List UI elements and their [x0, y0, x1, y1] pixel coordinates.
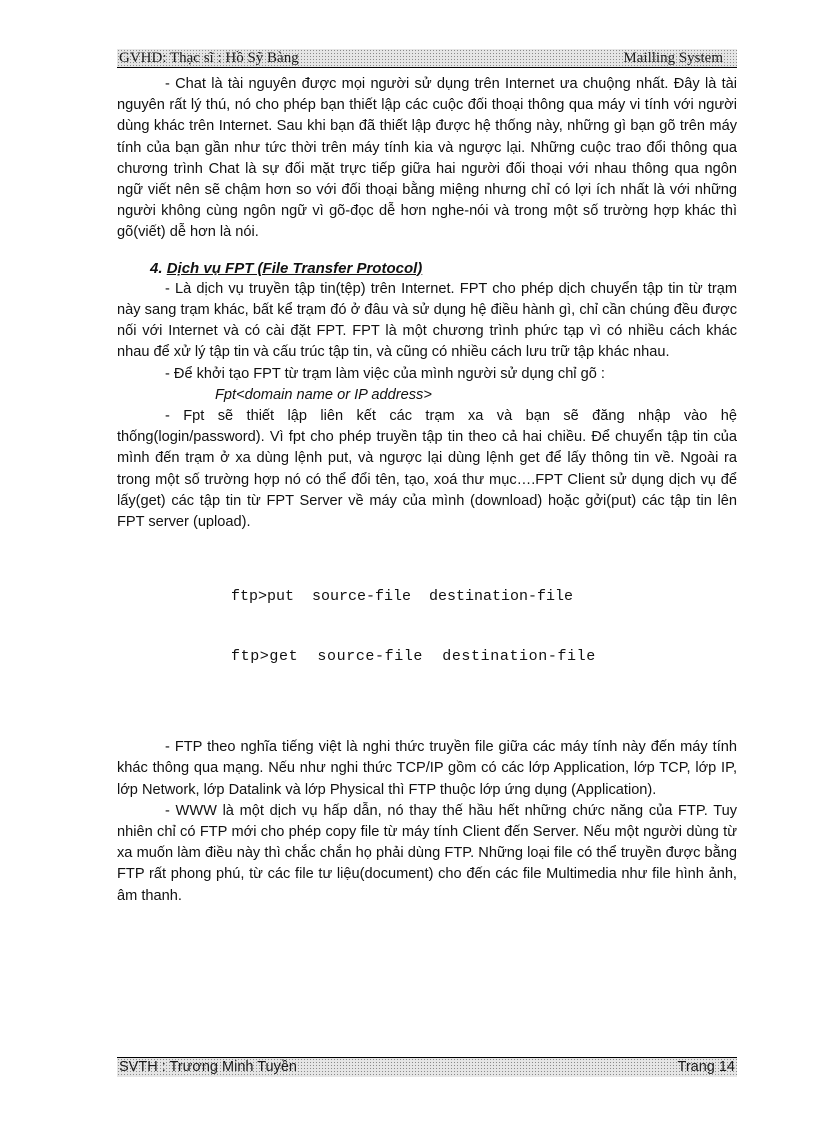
paragraph-www: - WWW là một dịch vụ hấp dẫn, nó thay thế hầu hết những chức năng của FTP. Tuy nhiên chỉ có FTP mới cho phép copy file từ máy tính Client đến Server. Nếu một người dùng từ xa muốn làm điều này thì chắc chắn họ phải dùng FTP. Những loại file có thể truyền được bằng FTP rất phong phú, từ các file tư liệu(document) cho đến các file Multimedia như file hình ảnh, âm thanh.	[117, 802, 737, 904]
code-block	[117, 547, 737, 707]
page-header	[117, 49, 737, 68]
paragraph-ftp-meaning: - FTP theo nghĩa tiếng việt là nghi thức truyền file giữa các máy tính này đến máy tính khác thông qua mạng. Nếu như nghi thức TCP/IP gồm có các lớp Application, lớp TCP, lớp IP, lớp Network, lớp Datalink và lớp Physical thì FTP thuộc lớp ứng dụng (Application).	[117, 739, 737, 798]
footer-page-number: Trang 14	[677, 1059, 735, 1075]
footer-student: SVTH : Trương Minh Tuyền	[119, 1059, 297, 1075]
page-body	[117, 74, 737, 907]
header-instructor: GVHD: Thạc sĩ : Hồ Sỹ Bàng	[119, 50, 299, 66]
paragraph-fpt-start: - Để khởi tạo FPT từ trạm làm việc của mình người sử dụng chỉ gõ :	[165, 365, 605, 382]
paragraph-chat: - Chat là tài nguyên được mọi người sử dụng trên Internet ưa chuộng nhất. Đây là tài nguyên rất lý thú, nó cho phép bạn thiết lập các cuộc đối thoại thông qua máy vi tính với người dùng khác trên Internet. Sau khi bạn đã thiết lập được hệ thống này, những gì bạn gõ trên máy tính của bạn gần như tức thời trên máy tính kia và ngược lại. Những cuộc trao đổi thông qua chương trình Chat là sự đối mặt trực tiếp giữa hai người đối thoại với nhau thông qua ngôn ngữ viết nên sẽ chậm hơn so với đối thoại bằng miệng nhưng chỉ có lợi ích nhất là với những người không cùng ngôn ngữ vì gõ-đọc dễ hơn nghe-nói và trong một số trường hợp khác thì gõ(viết) dễ hơn là nói.	[117, 76, 737, 241]
section-heading	[117, 258, 737, 279]
code-line-get: ftp>get source-file destination-file	[231, 648, 596, 666]
command-syntax: Fpt<domain name or IP address>	[215, 386, 432, 403]
paragraph-fpt-login: - Fpt sẽ thiết lập liên kết các trạm xa và bạn sẽ đăng nhập vào hệ thống(login/password). Vì fpt cho phép truyền tập tin theo cả hai chiều. Để chuyển tập tin của mình đến trạm ở xa dùng lệnh put, và ngược lại dùng lệnh get để lấy thông tin về. Ngoài ra trong một số trường hợp nó có thể đổi tên, tạo, xoá thư mục….FPT Client sử dụng dịch vụ để lấy(get) các tập tin từ FPT Server về máy của mình (download) hoặc gởi(put) các tập tin lên FPT server (upload).	[117, 408, 737, 531]
section-number: 4.	[150, 259, 163, 277]
section-title: Dịch vụ FPT (File Transfer Protocol)	[166, 259, 423, 277]
code-line-put: ftp>put source-file destination-file	[231, 588, 574, 606]
paragraph-fpt-intro: - Là dịch vụ truyền tập tin(tệp) trên Internet. FPT cho phép dịch chuyển tập tin từ trạm này sang trạm khác, bất kể trạm đó ở đâu và sử dụng hệ điều hành gì, chỉ cần chúng đều được nối với Internet và có cài đặt FPT. FPT là một chương trình phức tạp vì có nhiều cách khác nhau để xử lý tập tin và cấu trúc tập tin, và cũng có nhiều cách lưu trữ tập khác nhau.	[117, 280, 737, 361]
page-footer	[117, 1057, 737, 1077]
header-project-title: Mailling System	[623, 50, 723, 66]
